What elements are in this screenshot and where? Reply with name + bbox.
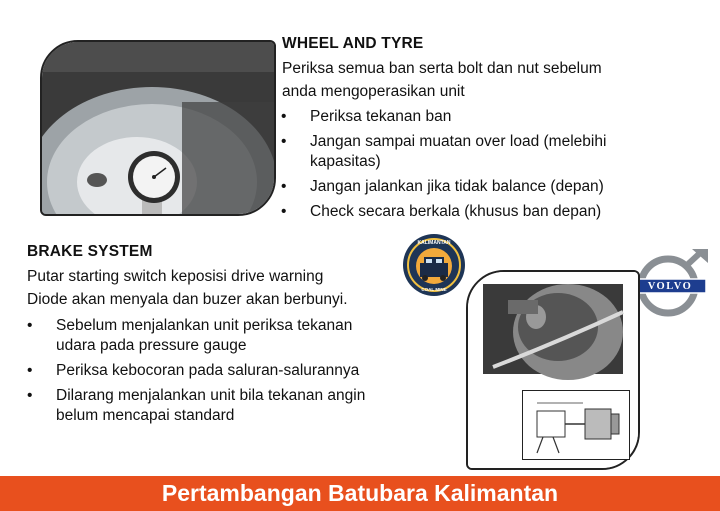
badge-logo-icon (402, 233, 466, 297)
brake-chamber-diagram (522, 390, 630, 460)
wheel-bullet-item (281, 107, 710, 127)
bullet-glyph: • (27, 387, 33, 404)
bullet-glyph: • (27, 317, 33, 334)
kalimantan-coal-mine-badge (402, 233, 466, 297)
wheel-intro-line-2: anda mengoperasikan unit (282, 83, 465, 100)
brake-chamber-diagram-drawing (523, 391, 629, 459)
badge-bottom-text: COAL MINE (421, 287, 447, 292)
wheel-bullet-text: Periksa tekanan ban (310, 108, 452, 125)
wheel-bullet-text-cont: kapasitas) (310, 153, 381, 170)
bullet-glyph: • (281, 133, 287, 150)
brake-bullet-item (27, 361, 446, 381)
wheel-bullet-text: Jangan jalankan jika tidak balance (depan) (310, 178, 604, 195)
tyre-pressure-photo (42, 42, 274, 214)
wheel-bullet-list (281, 107, 710, 227)
volvo-logo (632, 248, 712, 320)
brake-system-title: BRAKE SYSTEM (27, 243, 153, 260)
brake-bullet-item (27, 386, 446, 426)
footer-banner (0, 476, 720, 511)
wheel-bullet-item (281, 177, 710, 197)
brake-bullet-item (27, 316, 446, 356)
bullet-glyph: • (27, 362, 33, 379)
wheel-bullet-text: Jangan sampai muatan over load (melebihi (310, 133, 607, 150)
brake-bullet-text: Sebelum menjalankan unit periksa tekanan (56, 317, 353, 334)
wheel-and-tyre-title: WHEEL AND TYRE (282, 35, 424, 52)
tyre-pressure-photo-frame (40, 40, 276, 216)
wheel-bullet-item (281, 202, 710, 222)
badge-top-text: KALIMANTAN (417, 240, 451, 246)
volvo-wordmark: VOLVO (647, 281, 693, 292)
bullet-glyph: • (281, 178, 287, 195)
wheel-bullet-text: Check secara berkala (khusus ban depan) (310, 203, 602, 220)
footer-text: Pertambangan Batubara Kalimantan (161, 480, 559, 506)
brake-bullet-text-cont: udara pada pressure gauge (56, 337, 247, 354)
brake-intro-line-2: Diode akan menyala dan buzer akan berbunyi. (27, 291, 348, 308)
bullet-glyph: • (281, 203, 287, 220)
wheel-bullet-item (281, 132, 710, 172)
wheel-intro-line-1: Periksa semua ban serta bolt dan nut sebelum (282, 60, 602, 77)
brake-bullet-text: Dilarang menjalankan unit bila tekanan angin (56, 387, 366, 404)
brake-bullet-list (27, 316, 446, 431)
brake-bullet-text: Periksa kebocoran pada saluran-salurannya (56, 362, 360, 379)
brake-intro-line-1: Putar starting switch keposisi drive warning (27, 268, 324, 285)
brake-bullet-text-cont: belum mencapai standard (56, 407, 235, 424)
bullet-glyph: • (281, 108, 287, 125)
